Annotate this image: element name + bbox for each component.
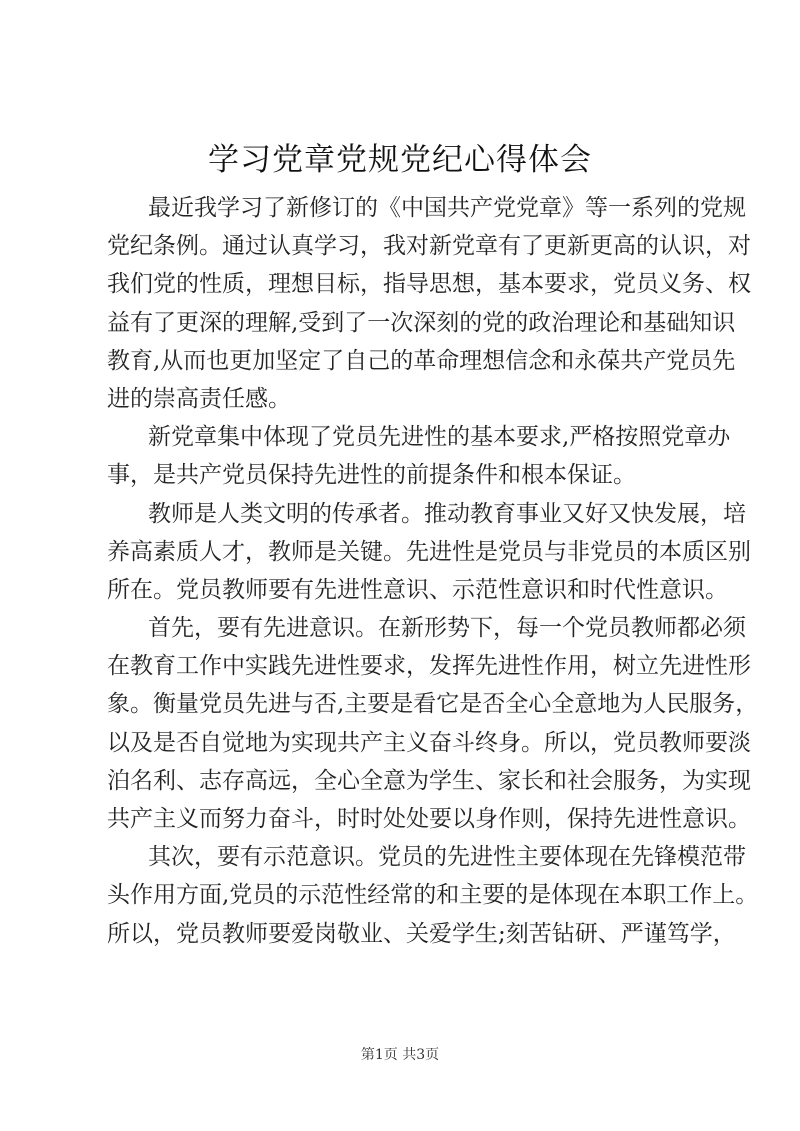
text-line: 其次，要有示范意识。党员的先进性主要体现在先锋模范带 <box>148 844 746 871</box>
text-line: 所在。党员教师要有先进性意识、示范性意识和时代性意识。 <box>107 576 728 603</box>
paragraph <box>107 609 759 838</box>
text-line: 益有了更深的理解,受到了一次深刻的党的政治理论和基础知识 <box>107 309 736 336</box>
text-line: 共产主义而努力奋斗，时时处处要以身作则，保持先进性意识。 <box>107 806 751 832</box>
text-line: 进的崇高责任感。 <box>107 385 291 412</box>
text-line: 新党章集中体现了党员先进性的基本要求,严格按照党章办 <box>148 424 731 451</box>
text-line: 事，是共产党员保持先进性的前提条件和根本保证。 <box>107 462 636 489</box>
text-line: 教师是人类文明的传承者。推动教育事业又好又快发展，培 <box>148 500 746 527</box>
text-line: 首先，要有先进意识。在新形势下，每一个党员教师都必须 <box>148 615 746 642</box>
document-body <box>107 189 759 953</box>
text-line: 最近我学习了新修订的《中国共产党党章》等一系列的党规 <box>148 195 746 221</box>
paragraph <box>107 189 751 418</box>
text-line: 象。衡量党员先进与否,主要是看它是否全心全意地为人民服务， <box>107 691 759 718</box>
text-line: 所以，党员教师要爱岗敬业、关爱学生;刻苦钻研、严谨笃学， <box>107 920 736 947</box>
paragraph <box>107 495 751 610</box>
text-line: 泊名利、志存高远，全心全意为学生、家长和社会服务，为实现 <box>107 767 751 794</box>
text-line: 党纪条例。通过认真学习，我对新党章有了更新更高的认识，对 <box>107 233 751 260</box>
text-line: 在教育工作中实践先进性要求，发挥先进性作用，树立先进性形 <box>107 653 751 680</box>
text-line: 我们党的性质，理想目标，指导思想，基本要求，党员义务、权 <box>107 271 751 298</box>
text-line: 以及是否自觉地为实现共产主义奋斗终身。所以，党员教师要淡 <box>107 729 751 756</box>
text-line: 养高素质人才，教师是关键。先进性是党员与非党员的本质区别 <box>107 538 751 565</box>
page-footer: 第1页 共3页 <box>360 1047 440 1063</box>
paragraph <box>107 838 759 953</box>
paragraph <box>107 418 731 494</box>
text-line: 教育,从而也更加坚定了自己的革命理想信念和永葆共产党员先 <box>107 347 736 374</box>
document-title: 学习党章党规党纪心得体会 <box>208 142 592 178</box>
text-line: 头作用方面,党员的示范性经常的和主要的是体现在本职工作上。 <box>107 882 759 909</box>
